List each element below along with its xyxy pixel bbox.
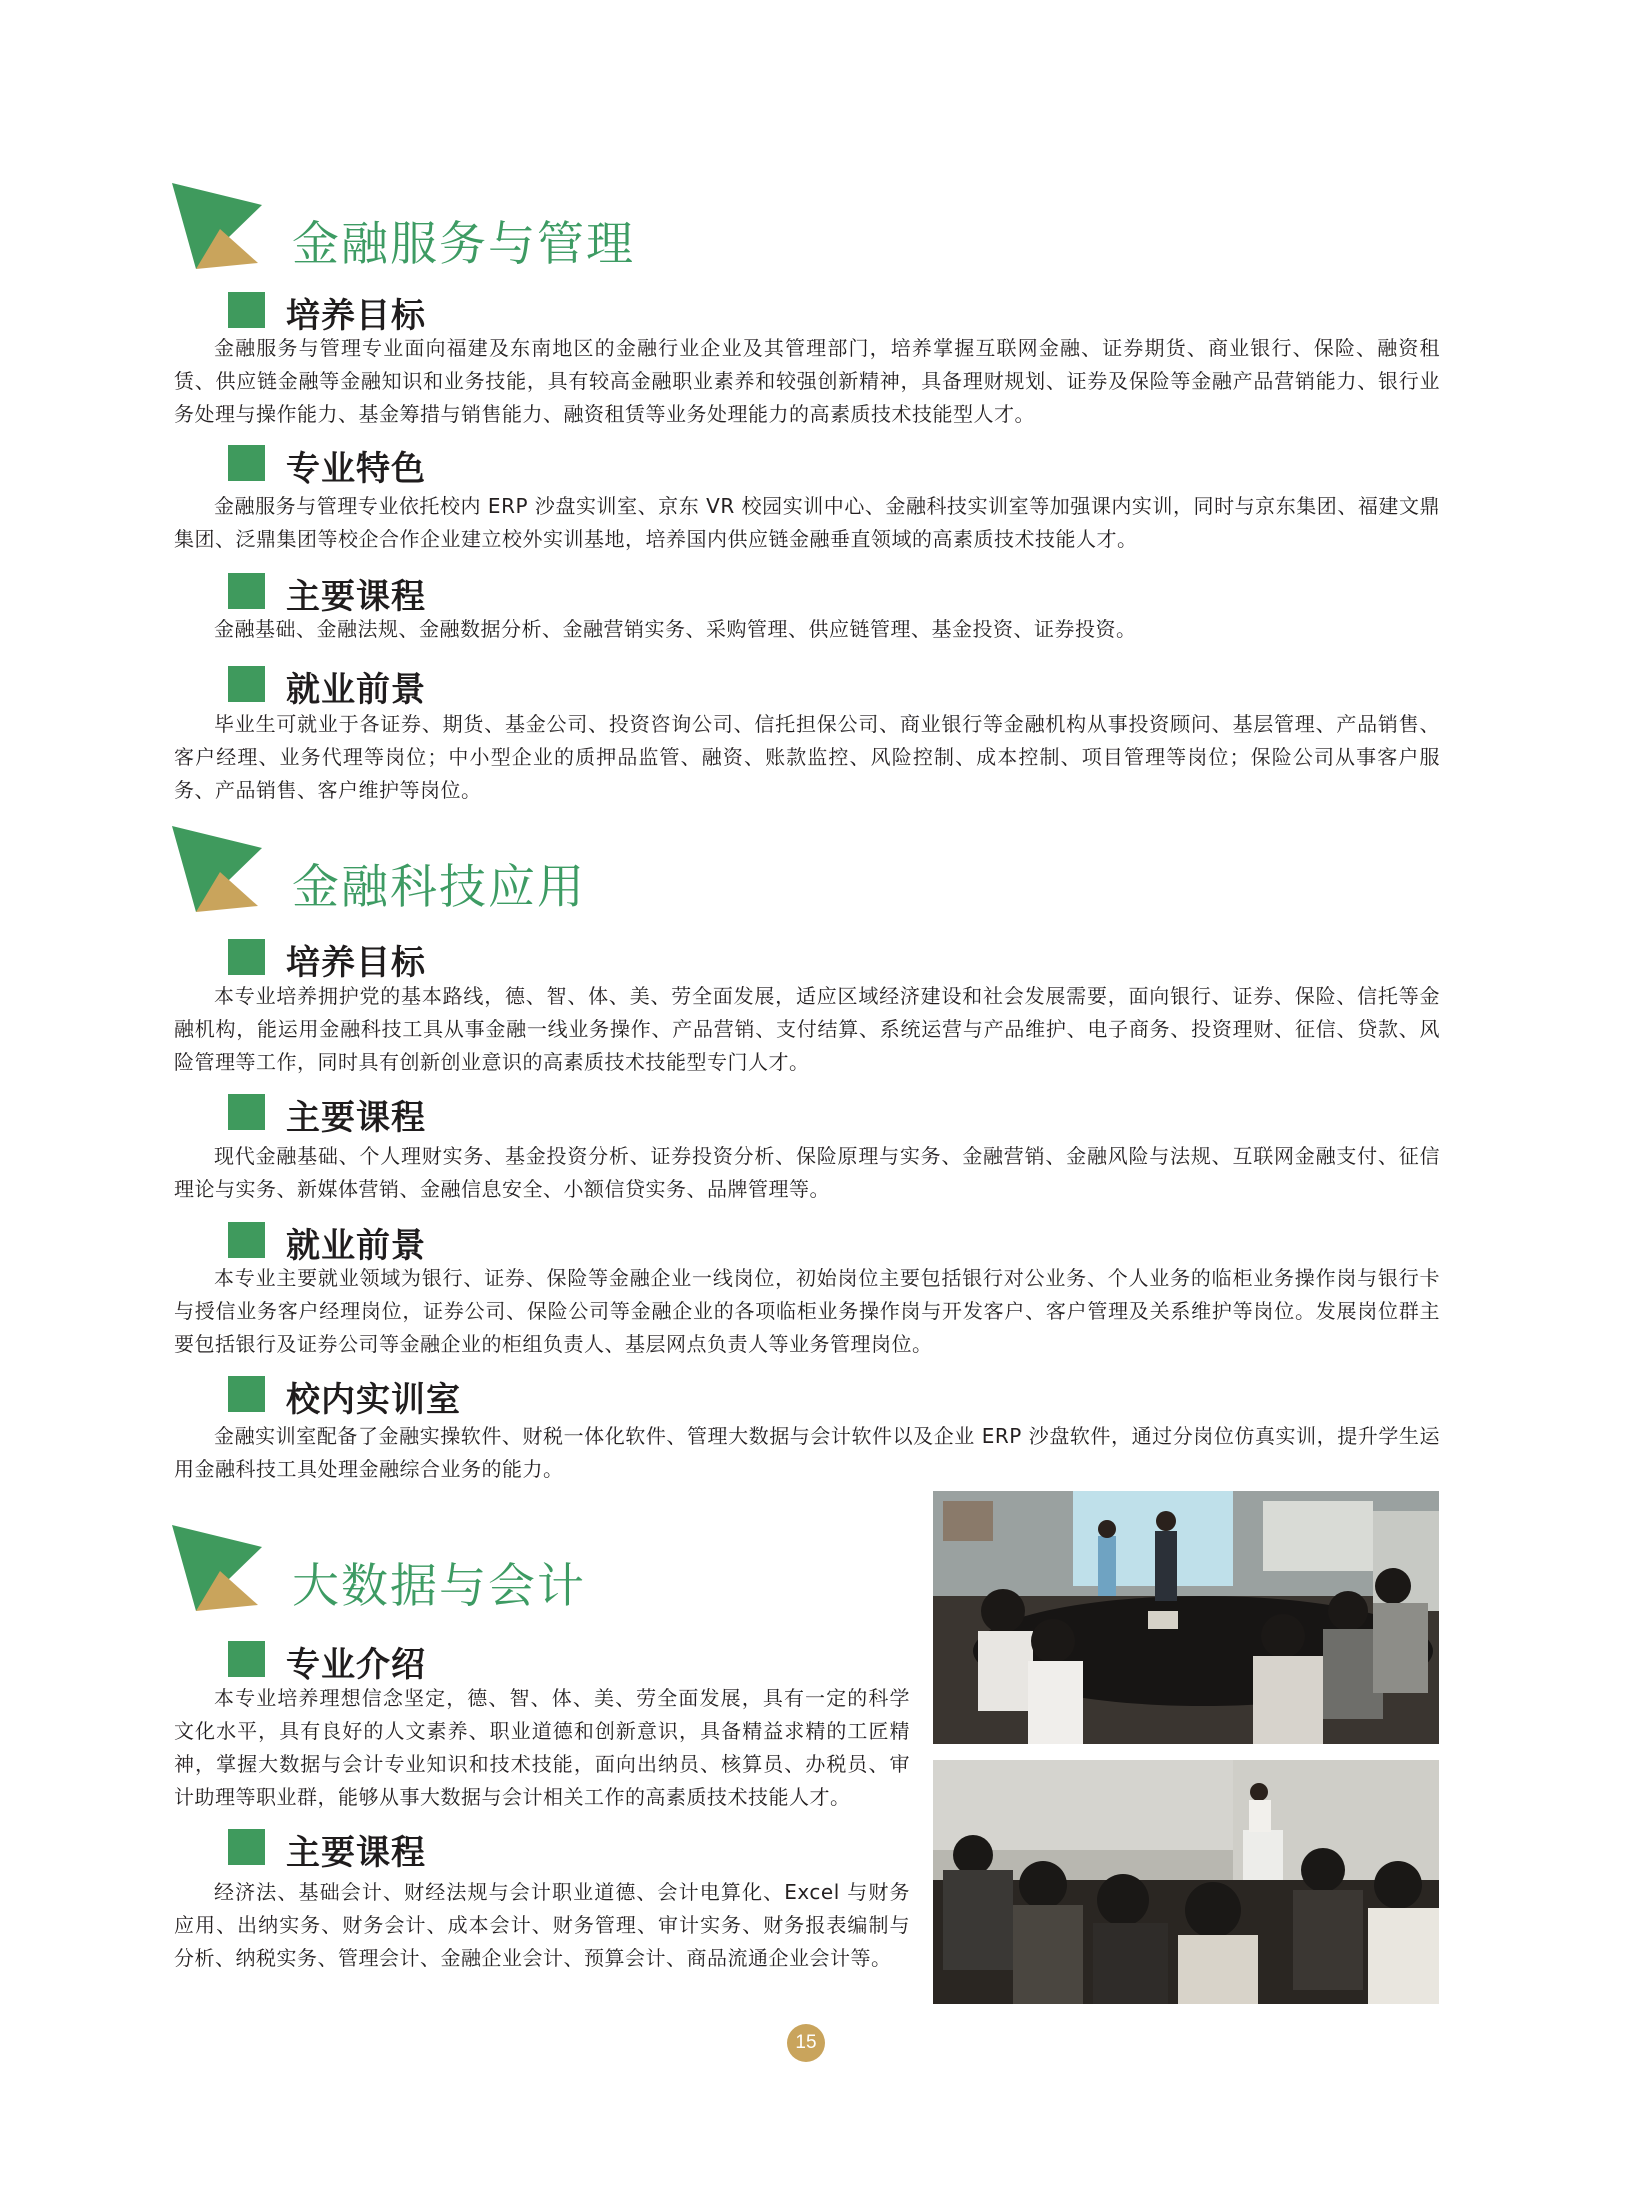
paragraph: 金融实训室配备了金融实操软件、财税一体化软件、管理大数据与会计软件以及企业 ERP 沙盘软件，通过分岗位仿真实训，提升学生运用金融科技工具处理金融综合业务的能力。 — [174, 1424, 1440, 1481]
heading-square-icon — [228, 1829, 265, 1865]
lecture-room-photo — [933, 1760, 1439, 2004]
heading-square-icon — [228, 666, 265, 702]
heading-square-icon — [228, 573, 265, 609]
brochure-page: 金融服务与管理 培养目标 金融服务与管理专业面向福建及东南地区的金融行业企业及其管理部门，培养掌握互联网金融、证券期货、商业银行、保险、融资租赁、供应链金融等金融知识和业务技能，具有较高金融职业素养和较强创新精神，具备理财规划、证券及保险等金融产品营销能力、银行业务处理与操作能力、基金筹措与销售能力、融资租赁等业务处理能力的高素质技术技能型人才。 专业特色 金融服务与管理专业依托校内 ERP 沙盘实训室、京东 VR 校园实训中心、金融科技实训室等加强课内实训，同时与京东集团、福建文鼎集团、泛鼎集团等校企合作企业建立校外实训基地，培养国内供应链金融垂直领域的高素质技术技能人才。 主要课程 金融基础、金融法规、金融数据分析、金融营销实务、采购管理、供应链管理、基金投资、证券投资。 就业前景 毕业生可就业于各证券、期货、基金公司、投资咨询公司、信托担保公司、商业银行等金融机构从事投资顾问、基层管理、产品销售、客户经理、业务代理等岗位；中小型企业的质押品监管、融资、账款监控、风险控制、成本控制、项目管理等岗位；保险公司从事客户服务、产品销售、客户维护等岗位。 金融科技应用 培养目标 本专业培养拥护党的基本路线，德、智、体、美、劳全面发展，适应区域经济建设和社会发展需要，面向银行、证券、保险、信托等金融机构，能运用金融科技工具从事金融一线业务操作、产品营销、支付结算、系统运营与产品维护、电子商务、投资理财、征信、贷款、风险管理等工作，同时具有创新创业意识的高素质技术技能型专门人才。 主要课程 现代金融基础、个人理财实务、基金投资分析、证券投资分析、保险原理与实务、金融营销、金融风险与法规、互联网金融支付、征信理论与实务、新媒体营销、金融信息安全、小额信贷实务、品牌管理等。 就业前景 本专业主要就业领域为银行、证券、保险等金融企业一线岗位，初始岗位主要包括银行对公业务、个人业务的临柜业务操作岗与银行卡与授信业务客户经理岗位，证券公司、保险公司等金融企业的各项临柜业务操作岗与开发客户、客户管理及关系维护等岗位。发展岗位群主要包括银行及证券公司等金融企业的柜组负责人、基层网点负责人等业务管理岗位。 校内实训室 金融实训室配备了金融实操软件、财税一体化软件、管理大数据与会计软件以及企业 ERP 沙盘软件，通过分岗位仿真实训，提升学生运用金融科技工具处理金融综合业务的能力。 大数据与会计 专业介绍 本专业培养理想信念坚定，德、智、体、美、劳全面发展，具有一定的科学文化水平，具有良好的人文素养、职业道德和创新意识，具备精益求精的工匠精神，掌握大数据与会计专业知识和技术技能，面向出纳员、核算员、办税员、审计助理等职业群，能够从事大数据与会计相关工作的高素质技术技能人才。 主要课程 经济法、基础会计、财经法规与会计职业道德、会计电算化、Excel 与财务应用、出纳实务、财务会计、成本会计、财务管理、审计实务、财务报表编制与分析、纳税实务、管理会计、金融企业会计、预算会计、商品流通企业会计等。 15 — [0, 0, 1632, 2199]
section-header — [172, 1525, 732, 1635]
paragraph: 本专业主要就业领域为银行、证券、保险等金融企业一线岗位，初始岗位主要包括银行对公业务、个人业务的临柜业务操作岗与银行卡与授信业务客户经理岗位，证券公司、保险公司等金融企业的各项临柜业务操作岗与开发客户、客户管理及关系维护等岗位。发展岗位群主要包括银行及证券公司等金融企业的柜组负责人、基层网点负责人等业务管理岗位。 — [174, 1266, 1440, 1356]
paragraph: 金融服务与管理专业面向福建及东南地区的金融行业企业及其管理部门，培养掌握互联网金融、证券期货、商业银行、保险、融资租赁、供应链金融等金融知识和业务技能，具有较高金融职业素养和较强创新精神，具备理财规划、证券及保险等金融产品营销能力、银行业务处理与操作能力、基金筹措与销售能力、融资租赁等业务处理能力的高素质技术技能型人才。 — [174, 336, 1440, 426]
heading-square-icon — [228, 1641, 265, 1677]
heading-square-icon — [228, 1222, 265, 1258]
heading-square-icon — [228, 1376, 265, 1412]
section-title: 金融科技应用 — [292, 860, 586, 915]
heading-square-icon — [228, 445, 265, 481]
section-triangle-icon — [172, 183, 262, 269]
heading-square-icon — [228, 1094, 265, 1130]
section-header — [172, 183, 732, 293]
paragraph: 经济法、基础会计、财经法规与会计职业道德、会计电算化、Excel 与财务应用、出纳实务、财务会计、成本会计、财务管理、审计实务、财务报表编制与分析、纳税实务、管理会计、金融企业会计、预算会计、商品流通企业会计等。 — [174, 1880, 910, 1970]
paragraph: 毕业生可就业于各证券、期货、基金公司、投资咨询公司、信托担保公司、商业银行等金融机构从事投资顾问、基层管理、产品销售、客户经理、业务代理等岗位；中小型企业的质押品监管、融资、账款监控、风险控制、成本控制、项目管理等岗位；保险公司从事客户服务、产品销售、客户维护等岗位。 — [174, 712, 1440, 802]
paragraph: 本专业培养理想信念坚定，德、智、体、美、劳全面发展，具有一定的科学文化水平，具有良好的人文素养、职业道德和创新意识，具备精益求精的工匠精神，掌握大数据与会计专业知识和技术技能，面向出纳员、核算员、办税员、审计助理等职业群，能够从事大数据与会计相关工作的高素质技术技能人才。 — [174, 1686, 910, 1809]
heading-square-icon — [228, 292, 265, 328]
section-title: 大数据与会计 — [292, 1559, 586, 1614]
paragraph: 本专业培养拥护党的基本路线，德、智、体、美、劳全面发展，适应区域经济建设和社会发展需要，面向银行、证券、保险、信托等金融机构，能运用金融科技工具从事金融一线业务操作、产品营销、支付结算、系统运营与产品维护、电子商务、投资理财、征信、贷款、风险管理等工作，同时具有创新创业意识的高素质技术技能型专门人才。 — [174, 984, 1440, 1074]
section-triangle-icon — [172, 826, 262, 912]
section-triangle-icon — [172, 1525, 262, 1611]
paragraph: 金融基础、金融法规、金融数据分析、金融营销实务、采购管理、供应链管理、基金投资、证券投资。 — [214, 617, 1137, 641]
classroom-meeting-photo — [933, 1491, 1439, 1744]
paragraph: 现代金融基础、个人理财实务、基金投资分析、证券投资分析、保险原理与实务、金融营销、金融风险与法规、互联网金融支付、征信理论与实务、新媒体营销、金融信息安全、小额信贷实务、品牌管理等。 — [174, 1144, 1440, 1201]
page-number: 15 — [787, 2024, 825, 2062]
paragraph: 金融服务与管理专业依托校内 ERP 沙盘实训室、京东 VR 校园实训中心、金融科技实训室等加强课内实训，同时与京东集团、福建文鼎集团、泛鼎集团等校企合作企业建立校外实训基地，培养国内供应链金融垂直领域的高素质技术技能人才。 — [174, 494, 1440, 551]
section-title: 金融服务与管理 — [292, 217, 635, 272]
section-header — [172, 826, 732, 936]
heading-square-icon — [228, 939, 265, 975]
